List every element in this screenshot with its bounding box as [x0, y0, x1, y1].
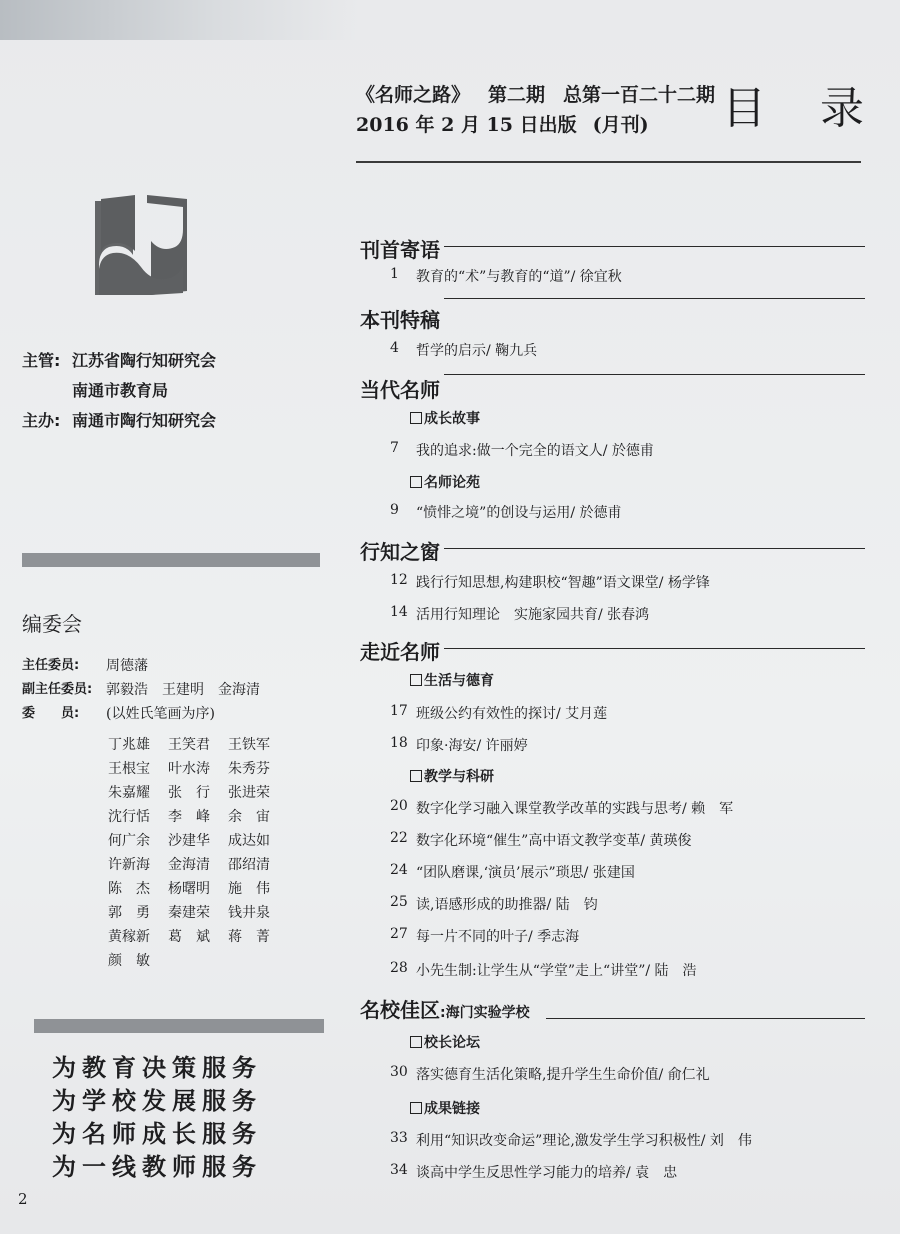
divider-bar	[22, 553, 320, 567]
entry-text: 数字化环境“催生”高中语文教学变革/ 黄瑛俊	[416, 833, 692, 849]
entry-page: 24	[390, 862, 408, 878]
subsection: 校长论坛	[410, 1032, 480, 1052]
subsection: 成果链接	[410, 1098, 480, 1118]
entry-text: 班级公约有效性的探讨/ 艾月莲	[416, 706, 608, 722]
members-note: (以姓氏笔画为序)	[106, 706, 215, 722]
toc-entry[interactable]	[390, 502, 621, 522]
member-name: 张进荣	[228, 785, 270, 801]
member-name: 黄稼新	[108, 929, 150, 945]
member-name: 丁兆雄	[108, 737, 150, 753]
toc-entry[interactable]	[390, 703, 607, 723]
entry-text: 小先生制:让学生从“学堂”走上“讲堂”/ 陆 浩	[416, 963, 697, 979]
member-row	[108, 877, 288, 901]
section-kanshou	[360, 232, 865, 262]
toc-entry[interactable]	[390, 798, 733, 818]
entry-page: 33	[390, 1130, 408, 1146]
member-row	[108, 781, 288, 805]
toc-entry[interactable]	[390, 1162, 677, 1182]
checkbox-icon	[410, 1036, 422, 1048]
board-title: 编委会	[22, 612, 82, 636]
section-subtitle: :海门实验学校	[440, 1005, 530, 1021]
board-roles	[22, 654, 260, 726]
cover-shadow	[0, 0, 360, 40]
section-rule	[444, 246, 865, 247]
subsection: 教学与科研	[410, 766, 494, 786]
member-row	[108, 733, 288, 757]
section-xingzhi	[360, 534, 865, 564]
member-list	[108, 733, 288, 973]
entry-page: 30	[390, 1064, 408, 1080]
toc-entry[interactable]	[390, 1064, 710, 1084]
entry-page: 22	[390, 830, 408, 846]
member-name: 邵绍清	[228, 857, 270, 873]
member-name: 沈行恬	[108, 809, 150, 825]
toc-entry[interactable]	[390, 266, 622, 286]
page-number: 2	[18, 1190, 28, 1208]
member-row	[108, 805, 288, 829]
member-name: 沙建华	[168, 833, 210, 849]
entry-text: 谈高中学生反思性学习能力的培养/ 袁 忠	[416, 1165, 678, 1181]
section-title: 行知之窗	[360, 540, 440, 564]
host-label: 主办:	[22, 411, 61, 430]
entry-page: 20	[390, 798, 408, 814]
entry-text: 落实德育生活化策略,提升学生生命价值/ 俞仁礼	[416, 1067, 710, 1083]
supervisor-row-2	[22, 376, 216, 406]
member-row	[108, 901, 288, 925]
total-issue: 总第一百二十二期	[563, 84, 716, 106]
section-rule	[444, 374, 865, 375]
entry-text: “愤悱之境”的创设与运用/ 於德甫	[416, 505, 622, 521]
entry-text: 哲学的启示/ 鞠九兵	[416, 343, 538, 359]
member-name: 陈 杰	[108, 881, 150, 897]
entry-page: 18	[390, 735, 408, 751]
header-line-2	[356, 110, 665, 137]
checkbox-icon	[410, 770, 422, 782]
toc-entry[interactable]	[390, 440, 654, 460]
entry-page: 14	[390, 604, 408, 620]
slogan-line: 为一线教师服务	[52, 1153, 262, 1181]
section-rule	[444, 298, 865, 299]
host-row	[22, 406, 216, 436]
member-name: 蒋 菁	[228, 929, 270, 945]
entry-page: 4	[390, 340, 399, 356]
member-name: 何广余	[108, 833, 150, 849]
entry-text: 数字化学习融入课堂教学改革的实践与思考/ 赖 军	[416, 801, 734, 817]
slogan-line: 为学校发展服务	[52, 1087, 262, 1115]
section-title: 走近名师	[360, 640, 440, 664]
deputy-row	[22, 678, 260, 702]
toc-entry[interactable]	[390, 572, 710, 592]
member-name: 郭 勇	[108, 905, 150, 921]
member-name: 张 行	[168, 785, 210, 801]
entry-page: 12	[390, 572, 408, 588]
entry-text: 每一片不同的叶子/ 季志海	[416, 929, 580, 945]
section-title: 刊首寄语	[360, 238, 440, 262]
section-zoujin	[360, 634, 865, 664]
director-label: 主任委员:	[22, 658, 80, 673]
slogan-block	[52, 1052, 262, 1184]
member-name: 王根宝	[108, 761, 150, 777]
entry-text: 践行行知思想,构建职校“智趣”语文课堂/ 杨学锋	[416, 575, 710, 591]
toc-entry[interactable]	[390, 926, 579, 946]
entry-page: 1	[390, 266, 399, 282]
slogan-line: 为名师成长服务	[52, 1120, 262, 1148]
entry-text: 印象·海安/ 许丽婷	[416, 738, 528, 754]
entry-text: 我的追求:做一个完全的语文人/ 於德甫	[416, 443, 654, 459]
deputy-label: 副主任委员:	[22, 682, 93, 697]
toc-entry[interactable]	[390, 960, 697, 980]
member-row	[108, 949, 288, 973]
entry-page: 7	[390, 440, 399, 456]
section-rule	[546, 1018, 865, 1019]
entry-text: 利用“知识改变命运”理论,激发学生学习积极性/ 刘 伟	[416, 1133, 752, 1149]
supervisor-2: 南通市教育局	[72, 381, 169, 400]
supervisor-label: 主管:	[22, 351, 61, 370]
publish-date: 2016 年 2 月 15 日出版	[356, 114, 577, 136]
member-row	[108, 829, 288, 853]
member-row	[108, 853, 288, 877]
member-name: 王笑君	[168, 737, 210, 753]
member-row	[108, 925, 288, 949]
checkbox-icon	[410, 476, 422, 488]
supervisor-1: 江苏省陶行知研究会	[72, 351, 217, 370]
members-row	[22, 702, 260, 726]
member-name: 余 宙	[228, 809, 270, 825]
member-row	[108, 757, 288, 781]
section-title: 本刊特稿	[360, 308, 440, 332]
toc-title: 目 录	[722, 83, 884, 134]
deputies: 郭毅浩 王建明 金海清	[106, 682, 260, 698]
journal-logo-icon	[95, 195, 190, 297]
sponsor-info	[22, 346, 216, 436]
member-name: 朱嘉耀	[108, 785, 150, 801]
section-rule	[444, 548, 865, 549]
checkbox-icon	[410, 674, 422, 686]
supervisor-row	[22, 346, 216, 376]
section-title: 名校佳区:海门实验学校	[360, 998, 530, 1022]
toc-entry[interactable]	[390, 735, 528, 755]
entry-page: 17	[390, 703, 408, 719]
entry-text: 读,语感形成的助推器/ 陆 钧	[416, 897, 598, 913]
member-name: 颜 敏	[108, 953, 150, 969]
subsection: 成长故事	[410, 408, 480, 428]
slogan-line: 为教育决策服务	[52, 1054, 262, 1082]
member-name: 秦建荣	[168, 905, 210, 921]
member-name: 成达如	[228, 833, 270, 849]
host: 南通市陶行知研究会	[72, 411, 217, 430]
members-label: 委 员:	[22, 706, 80, 721]
member-name: 王铁军	[228, 737, 270, 753]
section-title: 当代名师	[360, 378, 440, 402]
toc-entry[interactable]	[390, 862, 635, 882]
header-rule	[356, 161, 861, 163]
member-name: 许新海	[108, 857, 150, 873]
toc-entry[interactable]	[390, 604, 649, 624]
member-name: 李 峰	[168, 809, 210, 825]
subsection: 生活与德育	[410, 670, 494, 690]
entry-page: 28	[390, 960, 408, 976]
member-name: 施 伟	[228, 881, 270, 897]
section-mingxiao	[360, 992, 865, 1022]
director: 周德藩	[106, 658, 148, 674]
toc-entry[interactable]	[390, 830, 691, 850]
journal-name: 《名师之路》	[356, 84, 471, 106]
director-row	[22, 654, 260, 678]
divider-bar-2	[34, 1019, 324, 1033]
frequency: (月刊)	[592, 114, 649, 136]
entry-page: 34	[390, 1162, 408, 1178]
toc-entry[interactable]	[390, 1130, 752, 1150]
subsection: 名师论苑	[410, 472, 480, 492]
issue-number: 第二期	[488, 84, 546, 106]
entry-text: 教育的“术”与教育的“道”/ 徐宜秋	[416, 269, 622, 285]
member-name: 钱井泉	[228, 905, 270, 921]
entry-text: “团队磨课,‘演员’展示”琐思/ 张建国	[416, 865, 635, 881]
section-tegao	[360, 302, 865, 332]
header-line-1	[356, 80, 733, 107]
entry-page: 27	[390, 926, 408, 942]
member-name: 金海清	[168, 857, 210, 873]
member-name: 杨曙明	[168, 881, 210, 897]
checkbox-icon	[410, 1102, 422, 1114]
entry-page: 9	[390, 502, 399, 518]
member-name: 朱秀芬	[228, 761, 270, 777]
checkbox-icon	[410, 412, 422, 424]
section-dangdai	[360, 372, 865, 402]
entry-text: 活用行知理论 实施家园共育/ 张春鸿	[416, 607, 650, 623]
toc-entry[interactable]	[390, 894, 598, 914]
toc-entry[interactable]	[390, 340, 537, 360]
entry-page: 25	[390, 894, 408, 910]
member-name: 葛 斌	[168, 929, 210, 945]
member-name: 叶水涛	[168, 761, 210, 777]
section-rule	[444, 648, 865, 649]
